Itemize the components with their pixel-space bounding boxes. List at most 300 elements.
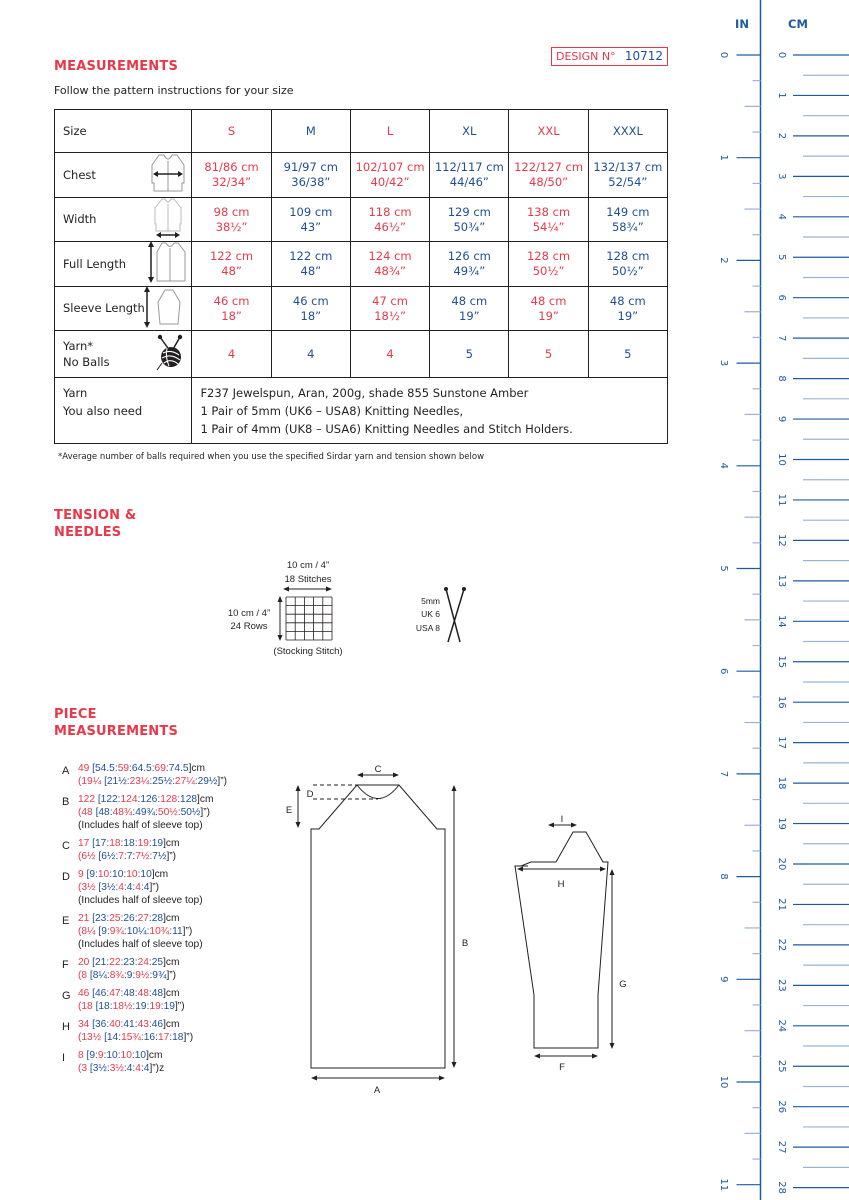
piece-value-segment: 9¾ xyxy=(152,970,167,981)
table-row-width xyxy=(55,198,668,242)
piece-line xyxy=(78,894,292,907)
piece-line xyxy=(78,969,292,982)
piece-value-segment: 15¾ xyxy=(121,1032,141,1043)
inch-label: 6 xyxy=(718,668,729,675)
piece-value-segment: : xyxy=(114,763,118,774)
piece-value-segment: : xyxy=(95,1050,98,1061)
cm-value: 122 cm xyxy=(289,249,333,263)
piece-value-segment: [9 xyxy=(86,1050,95,1061)
cm-label: 11 xyxy=(776,493,787,507)
piece-letter: E xyxy=(62,915,70,927)
piece-value-segment: 48 xyxy=(137,988,149,999)
cm-label: 2 xyxy=(776,132,787,140)
table-row-yarn-balls xyxy=(55,331,668,378)
piece-line xyxy=(78,1000,292,1013)
piece-value-segment: 48¾ xyxy=(112,807,133,818)
piece-value-segment: 7½ xyxy=(135,851,150,862)
cm-value: 48 cm xyxy=(609,293,646,308)
piece-item-e xyxy=(62,912,292,951)
cm-value: 91/97 cm xyxy=(283,160,338,174)
cm-label: 22 xyxy=(776,938,787,952)
piece-value-segment: : xyxy=(148,988,152,999)
cm-scale xyxy=(776,52,849,1194)
tension-rows-label: 24 Rows xyxy=(230,621,268,632)
piece-value-segment: 74.5 xyxy=(168,763,189,774)
piece-measurements-list xyxy=(62,762,292,1080)
piece-value-segment: [9 xyxy=(86,869,95,880)
piece-value-segment: : xyxy=(157,794,161,805)
piece-value-segment: 69 xyxy=(154,763,166,774)
inch-label: 10 xyxy=(718,1075,729,1089)
piece-value-segment: 41 xyxy=(123,1019,135,1030)
cm-value: 126 cm xyxy=(447,249,491,263)
piece-line xyxy=(78,850,292,863)
piece-value-segment: : xyxy=(109,1001,113,1012)
yarn-value: F237 Jewelspun, Aran, 200g, shade 855 Sunstone Amber xyxy=(200,386,529,400)
measurement-cell xyxy=(192,242,271,287)
need-line-2: 1 Pair of 4mm (UK8 – USA6) Knitting Needles and Stitch Holders. xyxy=(200,422,573,436)
piece-value-segment: [ xyxy=(92,763,96,774)
inch-label: 1 xyxy=(718,154,729,161)
piece-value-segment: 128 xyxy=(180,794,198,805)
piece-value-segment: : xyxy=(177,794,181,805)
inch-value: 18” xyxy=(300,308,322,323)
measurement-cell xyxy=(192,198,271,242)
piece-value-segment: [46 xyxy=(92,988,107,999)
length-garment-icon xyxy=(147,241,187,287)
inch-value: 48” xyxy=(221,264,242,278)
piece-value-segment: 10 xyxy=(134,1050,147,1061)
piece-value-segment: 27¼ xyxy=(174,776,195,787)
inch-value: 32/34” xyxy=(212,175,252,189)
piece-value-segment: : xyxy=(103,1050,107,1061)
sleeve-icon xyxy=(143,286,183,332)
cm-label: 21 xyxy=(776,898,787,911)
inch-value: 58¾” xyxy=(611,219,644,234)
piece-item-d xyxy=(62,868,292,907)
piece-item-i xyxy=(62,1049,292,1075)
piece-value-segment: 49 xyxy=(78,763,93,774)
dimension-b xyxy=(452,785,469,1068)
svg-text:A: A xyxy=(373,1085,381,1096)
cm-label: 25 xyxy=(776,1059,787,1073)
yarn-label: Yarn* xyxy=(63,339,94,353)
inch-label: 9 xyxy=(718,976,729,983)
yarn-info-label: Yarn xyxy=(63,386,88,400)
cm-value: 129 cm xyxy=(447,204,491,219)
piece-value-segment: : xyxy=(120,957,124,968)
needle-mm: 5mm xyxy=(421,596,440,606)
balls-m: 4 xyxy=(271,331,350,378)
piece-value-segment: 4 xyxy=(135,1063,141,1074)
width-garment-icon xyxy=(151,198,185,242)
piece-value-segment: 7½ xyxy=(152,851,167,862)
piece-value-segment: 11 xyxy=(172,926,183,937)
cm-label: 28 xyxy=(776,1181,787,1194)
measurement-cell xyxy=(509,153,588,198)
cm-value: 109 cm xyxy=(289,204,333,219)
cm-value: 122/127 cm xyxy=(514,160,584,174)
piece-value-segment: 4 xyxy=(143,1063,150,1074)
inch-value: 40/42” xyxy=(370,175,410,189)
piece-value-segment: ]cm xyxy=(163,1019,180,1030)
inch-label: 0 xyxy=(718,51,729,59)
balls-xl: 5 xyxy=(430,331,509,378)
cm-value: 46 cm xyxy=(292,293,329,308)
piece-value-segment: : xyxy=(106,970,110,981)
piece-value-segment: : xyxy=(117,1050,121,1061)
measurement-cell xyxy=(509,287,588,331)
table-row-chest xyxy=(55,153,668,198)
svg-text:C: C xyxy=(374,764,382,775)
piece-value-segment: 54.5 xyxy=(95,763,115,774)
piece-value-segment: ]cm xyxy=(197,794,214,805)
piece-value-segment: (13½ xyxy=(78,1032,105,1043)
cm-value: 138 cm xyxy=(526,204,571,219)
piece-value-segment: : xyxy=(109,807,113,818)
piece-line xyxy=(78,1018,292,1031)
piece-value-segment: 23 xyxy=(123,957,135,968)
piece-line xyxy=(78,762,292,775)
piece-value-segment: ]cm xyxy=(163,913,180,924)
piece-value-segment: 126 xyxy=(140,794,158,805)
cm-value: 122 cm xyxy=(209,249,254,263)
balls-l: 4 xyxy=(350,331,429,378)
cm-label: 27 xyxy=(776,1140,787,1154)
piece-value-segment: 18 xyxy=(172,1032,184,1043)
piece-value-segment: 46 xyxy=(151,1019,164,1030)
design-number-badge xyxy=(551,47,668,66)
piece-letter: C xyxy=(62,840,70,852)
also-need-label: You also need xyxy=(63,404,143,418)
piece-letter: F xyxy=(62,959,69,971)
size-label: Size xyxy=(55,110,192,153)
piece-value-segment: : xyxy=(129,763,132,774)
piece-value-segment: : xyxy=(117,794,121,805)
piece-value-segment: : xyxy=(132,851,136,862)
cm-label: 17 xyxy=(776,736,787,750)
piece-item-f xyxy=(62,956,292,982)
piece-value-segment: (8 xyxy=(78,970,90,981)
piece-value-segment: 7 xyxy=(118,851,124,862)
piece-letter: H xyxy=(62,1021,70,1033)
svg-text:E: E xyxy=(285,805,293,816)
piece-line xyxy=(78,881,292,894)
piece-value-segment: 46 xyxy=(78,988,93,999)
piece-value-segment: 28 xyxy=(151,913,164,924)
inch-value: 49¾” xyxy=(453,264,486,278)
piece-value-segment: ]cm xyxy=(163,838,180,849)
piece-value-segment: : xyxy=(148,957,152,968)
piece-value-segment: (6½ xyxy=(78,851,99,862)
inch-value: 19” xyxy=(617,308,639,323)
piece-value-segment: 18 xyxy=(109,838,121,849)
piece-value-segment: [21 xyxy=(92,957,107,968)
piece-line xyxy=(78,925,292,938)
piece-value-segment: : xyxy=(106,913,110,924)
piece-value-segment: 19 xyxy=(137,838,149,849)
piece-value-segment: : xyxy=(120,1019,124,1030)
inch-value: 48” xyxy=(300,264,322,278)
piece-value-segment: 20 xyxy=(78,957,93,968)
balls-s: 4 xyxy=(192,331,271,378)
cm-label: 8 xyxy=(776,375,787,382)
need-line-1: 1 Pair of 5mm (UK6 – USA8) Knitting Needles, xyxy=(200,404,464,418)
piece-line xyxy=(78,793,292,806)
piece-value-segment: 34 xyxy=(78,1019,93,1030)
piece-value-segment: [23 xyxy=(92,913,107,924)
yarn-ball-icon xyxy=(155,333,185,375)
inch-value: 54¼” xyxy=(532,219,565,234)
table-row-sleeve-length xyxy=(55,287,668,331)
piece-value-segment: 48 xyxy=(123,988,135,999)
piece-value-segment: : xyxy=(155,807,158,818)
inch-label: 11 xyxy=(718,1178,729,1192)
piece-value-segment: : xyxy=(134,838,138,849)
no-balls-label: No Balls xyxy=(63,355,110,369)
piece-value-segment: : xyxy=(132,1001,136,1012)
piece-value-segment: (3 xyxy=(78,1063,90,1074)
measurement-cell xyxy=(271,287,350,331)
row-label: Full Length xyxy=(63,256,126,271)
measurement-cell xyxy=(588,153,667,198)
piece-value-segment: 27 xyxy=(137,913,149,924)
cm-value: 124 cm xyxy=(368,249,412,263)
piece-value-segment: : xyxy=(132,970,136,981)
piece-value-segment: 10 xyxy=(120,1050,132,1061)
inch-scale xyxy=(718,52,761,1191)
piece-value-segment: [17 xyxy=(92,838,107,849)
piece-line xyxy=(78,1049,292,1062)
piece-value-segment: [14 xyxy=(104,1032,119,1043)
piece-value-segment: : xyxy=(134,1019,138,1030)
inch-value: 50½” xyxy=(611,264,644,278)
row-label: Sleeve Length xyxy=(63,301,145,315)
piece-value-segment: : xyxy=(148,913,152,924)
piece-value-segment: [3½ xyxy=(89,1063,107,1074)
piece-measurements-title: PIECE MEASUREMENTS xyxy=(54,707,179,739)
piece-value-segment: (8¼ xyxy=(78,926,99,937)
piece-value-segment: : xyxy=(115,851,119,862)
needle-usa: USA 8 xyxy=(415,623,440,633)
piece-value-segment: 48 xyxy=(151,988,164,999)
inch-value: 48¾” xyxy=(374,264,406,278)
svg-text:H: H xyxy=(557,879,565,890)
piece-value-segment: : xyxy=(146,926,150,937)
piece-value-segment: [36 xyxy=(92,1019,107,1030)
cm-label: 16 xyxy=(776,695,787,709)
measurement-cell xyxy=(509,198,588,242)
piece-value-segment: : xyxy=(160,1001,164,1012)
piece-value-segment: [8¼ xyxy=(89,970,107,981)
garment-pieces-diagram xyxy=(280,750,680,1140)
inch-value: 36/38” xyxy=(291,175,331,189)
piece-value-segment: : xyxy=(165,763,169,774)
piece-value-segment: 19 xyxy=(151,838,164,849)
table-row-size xyxy=(55,110,668,153)
piece-value-segment: : xyxy=(123,882,127,893)
tension-diagram xyxy=(210,555,480,665)
piece-value-segment: 50½ xyxy=(157,807,178,818)
cm-label: 1 xyxy=(776,92,787,99)
piece-value-segment: : xyxy=(106,838,110,849)
inch-value: 50½” xyxy=(532,264,565,278)
size-xl: XL xyxy=(430,110,509,153)
measurement-cell xyxy=(350,242,429,287)
size-m: M xyxy=(271,110,350,153)
piece-item-a xyxy=(62,762,292,788)
measurement-cell xyxy=(192,287,271,331)
piece-value-segment: [21½ xyxy=(104,776,127,787)
cm-label: 3 xyxy=(776,173,787,180)
cm-value: 98 cm xyxy=(213,204,250,219)
piece-value-segment: : xyxy=(155,1032,158,1043)
piece-value-segment: ]cm xyxy=(163,988,180,999)
piece-value-segment: 122 xyxy=(78,794,98,805)
piece-value-segment: : xyxy=(126,776,130,787)
piece-value-segment: 10¾ xyxy=(149,926,170,937)
piece-value-segment: ]”)z xyxy=(149,1063,165,1074)
cm-value: 48 cm xyxy=(530,293,567,308)
piece-value-segment: : xyxy=(149,970,153,981)
piece-value-segment: 24 xyxy=(137,957,149,968)
tension-width-label: 10 cm / 4” xyxy=(286,560,330,571)
piece-value-segment: : xyxy=(123,1063,127,1074)
measurements-title: MEASUREMENTS xyxy=(54,59,179,74)
dimension-e xyxy=(286,785,301,828)
piece-value-segment: 4 xyxy=(135,882,141,893)
piece-value-segment: 10 xyxy=(140,869,152,880)
piece-value-segment: : xyxy=(134,988,138,999)
piece-value-segment: 43 xyxy=(137,1019,149,1030)
piece-value-segment: 10 xyxy=(97,869,110,880)
inch-label: 7 xyxy=(718,770,729,778)
piece-value-segment: : xyxy=(106,1063,110,1074)
piece-letter: A xyxy=(62,765,70,777)
table-row-yarn-info xyxy=(55,378,668,444)
piece-value-segment: : xyxy=(106,1019,110,1030)
piece-line xyxy=(78,775,292,788)
cm-label: 23 xyxy=(776,978,787,992)
cm-label: 26 xyxy=(776,1100,787,1114)
piece-value-segment: 19 xyxy=(149,1001,161,1012)
piece-line xyxy=(78,819,292,832)
piece-value-segment: : xyxy=(123,926,127,937)
measurement-cell xyxy=(588,198,667,242)
svg-text:G: G xyxy=(619,979,627,990)
design-label: DESIGN N° xyxy=(556,50,616,63)
piece-value-segment: ]”) xyxy=(166,970,177,981)
cm-label: 0 xyxy=(776,51,787,59)
piece-value-segment: 9 xyxy=(78,869,87,880)
svg-text:F: F xyxy=(559,1062,565,1073)
inch-value: 38½” xyxy=(215,219,248,234)
measurement-cell xyxy=(350,287,429,331)
piece-value-segment: 23¼ xyxy=(129,776,150,787)
cm-label: 14 xyxy=(776,614,787,628)
inch-value: 46½” xyxy=(374,219,406,234)
piece-value-segment: : xyxy=(120,838,124,849)
inch-value: 52/54” xyxy=(608,175,648,189)
piece-line xyxy=(78,837,292,850)
inch-value: 50¾” xyxy=(453,219,486,234)
measurement-cell xyxy=(509,242,588,287)
piece-value-segment: 26 xyxy=(123,913,135,924)
piece-value-segment: : xyxy=(194,776,198,787)
cm-label: 20 xyxy=(776,857,787,871)
cm-value: 128 cm xyxy=(606,249,650,263)
inch-label: 5 xyxy=(718,565,729,572)
inch-label: 8 xyxy=(718,873,729,880)
measuring-ruler xyxy=(700,0,849,1200)
piece-value-segment: : xyxy=(137,794,141,805)
cm-value: 81/86 cm xyxy=(204,160,259,174)
piece-value-segment: 9½ xyxy=(135,970,150,981)
dimension-h xyxy=(517,867,606,891)
piece-value-segment: [9 xyxy=(98,926,107,937)
piece-value-segment: : xyxy=(148,838,152,849)
svg-text:D: D xyxy=(306,789,314,800)
measurement-cell xyxy=(588,242,667,287)
piece-line xyxy=(78,956,292,969)
piece-value-segment: : xyxy=(115,882,119,893)
piece-value-segment: 10 xyxy=(126,869,138,880)
size-xxl: XXL xyxy=(509,110,588,153)
piece-value-segment: 10 xyxy=(112,869,124,880)
sleeve-piece xyxy=(515,832,608,1048)
piece-value-segment: : xyxy=(172,776,175,787)
cm-label: 4 xyxy=(776,213,787,220)
piece-line xyxy=(78,868,292,881)
piece-letter: I xyxy=(62,1052,66,1064)
measurement-cell xyxy=(430,153,509,198)
piece-value-segment: : xyxy=(132,807,136,818)
piece-value-segment: 128 xyxy=(160,794,178,805)
cm-value: 118 cm xyxy=(368,204,412,219)
measurement-cell xyxy=(430,198,509,242)
piece-value-segment: : xyxy=(106,926,110,937)
cm-value: 128 cm xyxy=(526,249,571,263)
piece-value-segment: : xyxy=(134,957,138,968)
cm-label: 15 xyxy=(776,655,787,669)
cm-value: 46 cm xyxy=(213,293,250,308)
piece-value-segment: (19¼ xyxy=(78,776,105,787)
piece-value-segment: ]”) xyxy=(182,926,193,937)
cm-label: 7 xyxy=(776,334,787,342)
piece-value-segment: 4 xyxy=(126,882,133,893)
cm-label: 5 xyxy=(776,254,787,261)
stitch-type-label: (Stocking Stitch) xyxy=(273,646,343,657)
balls-xxxl: 5 xyxy=(588,331,667,378)
table-row-full-length xyxy=(55,242,668,287)
piece-value-segment: ]cm xyxy=(146,1050,163,1061)
piece-value-segment: [48 xyxy=(95,807,110,818)
piece-value-segment: 8¾ xyxy=(109,970,124,981)
piece-value-segment: 124 xyxy=(120,794,138,805)
inch-value: 43” xyxy=(300,219,322,234)
piece-item-h xyxy=(62,1018,292,1044)
piece-value-segment: : xyxy=(177,807,181,818)
piece-value-segment: 21 xyxy=(78,913,93,924)
tension-height-label: 10 cm / 4” xyxy=(227,608,271,619)
cm-label: 13 xyxy=(776,574,787,588)
piece-value-segment: : xyxy=(131,1050,135,1061)
piece-value-segment: ]”) xyxy=(149,882,160,893)
piece-value-segment: ]”) xyxy=(200,807,211,818)
width-arrow-icon xyxy=(283,587,332,592)
dimension-f xyxy=(534,1054,598,1074)
piece-value-segment: : xyxy=(106,988,110,999)
